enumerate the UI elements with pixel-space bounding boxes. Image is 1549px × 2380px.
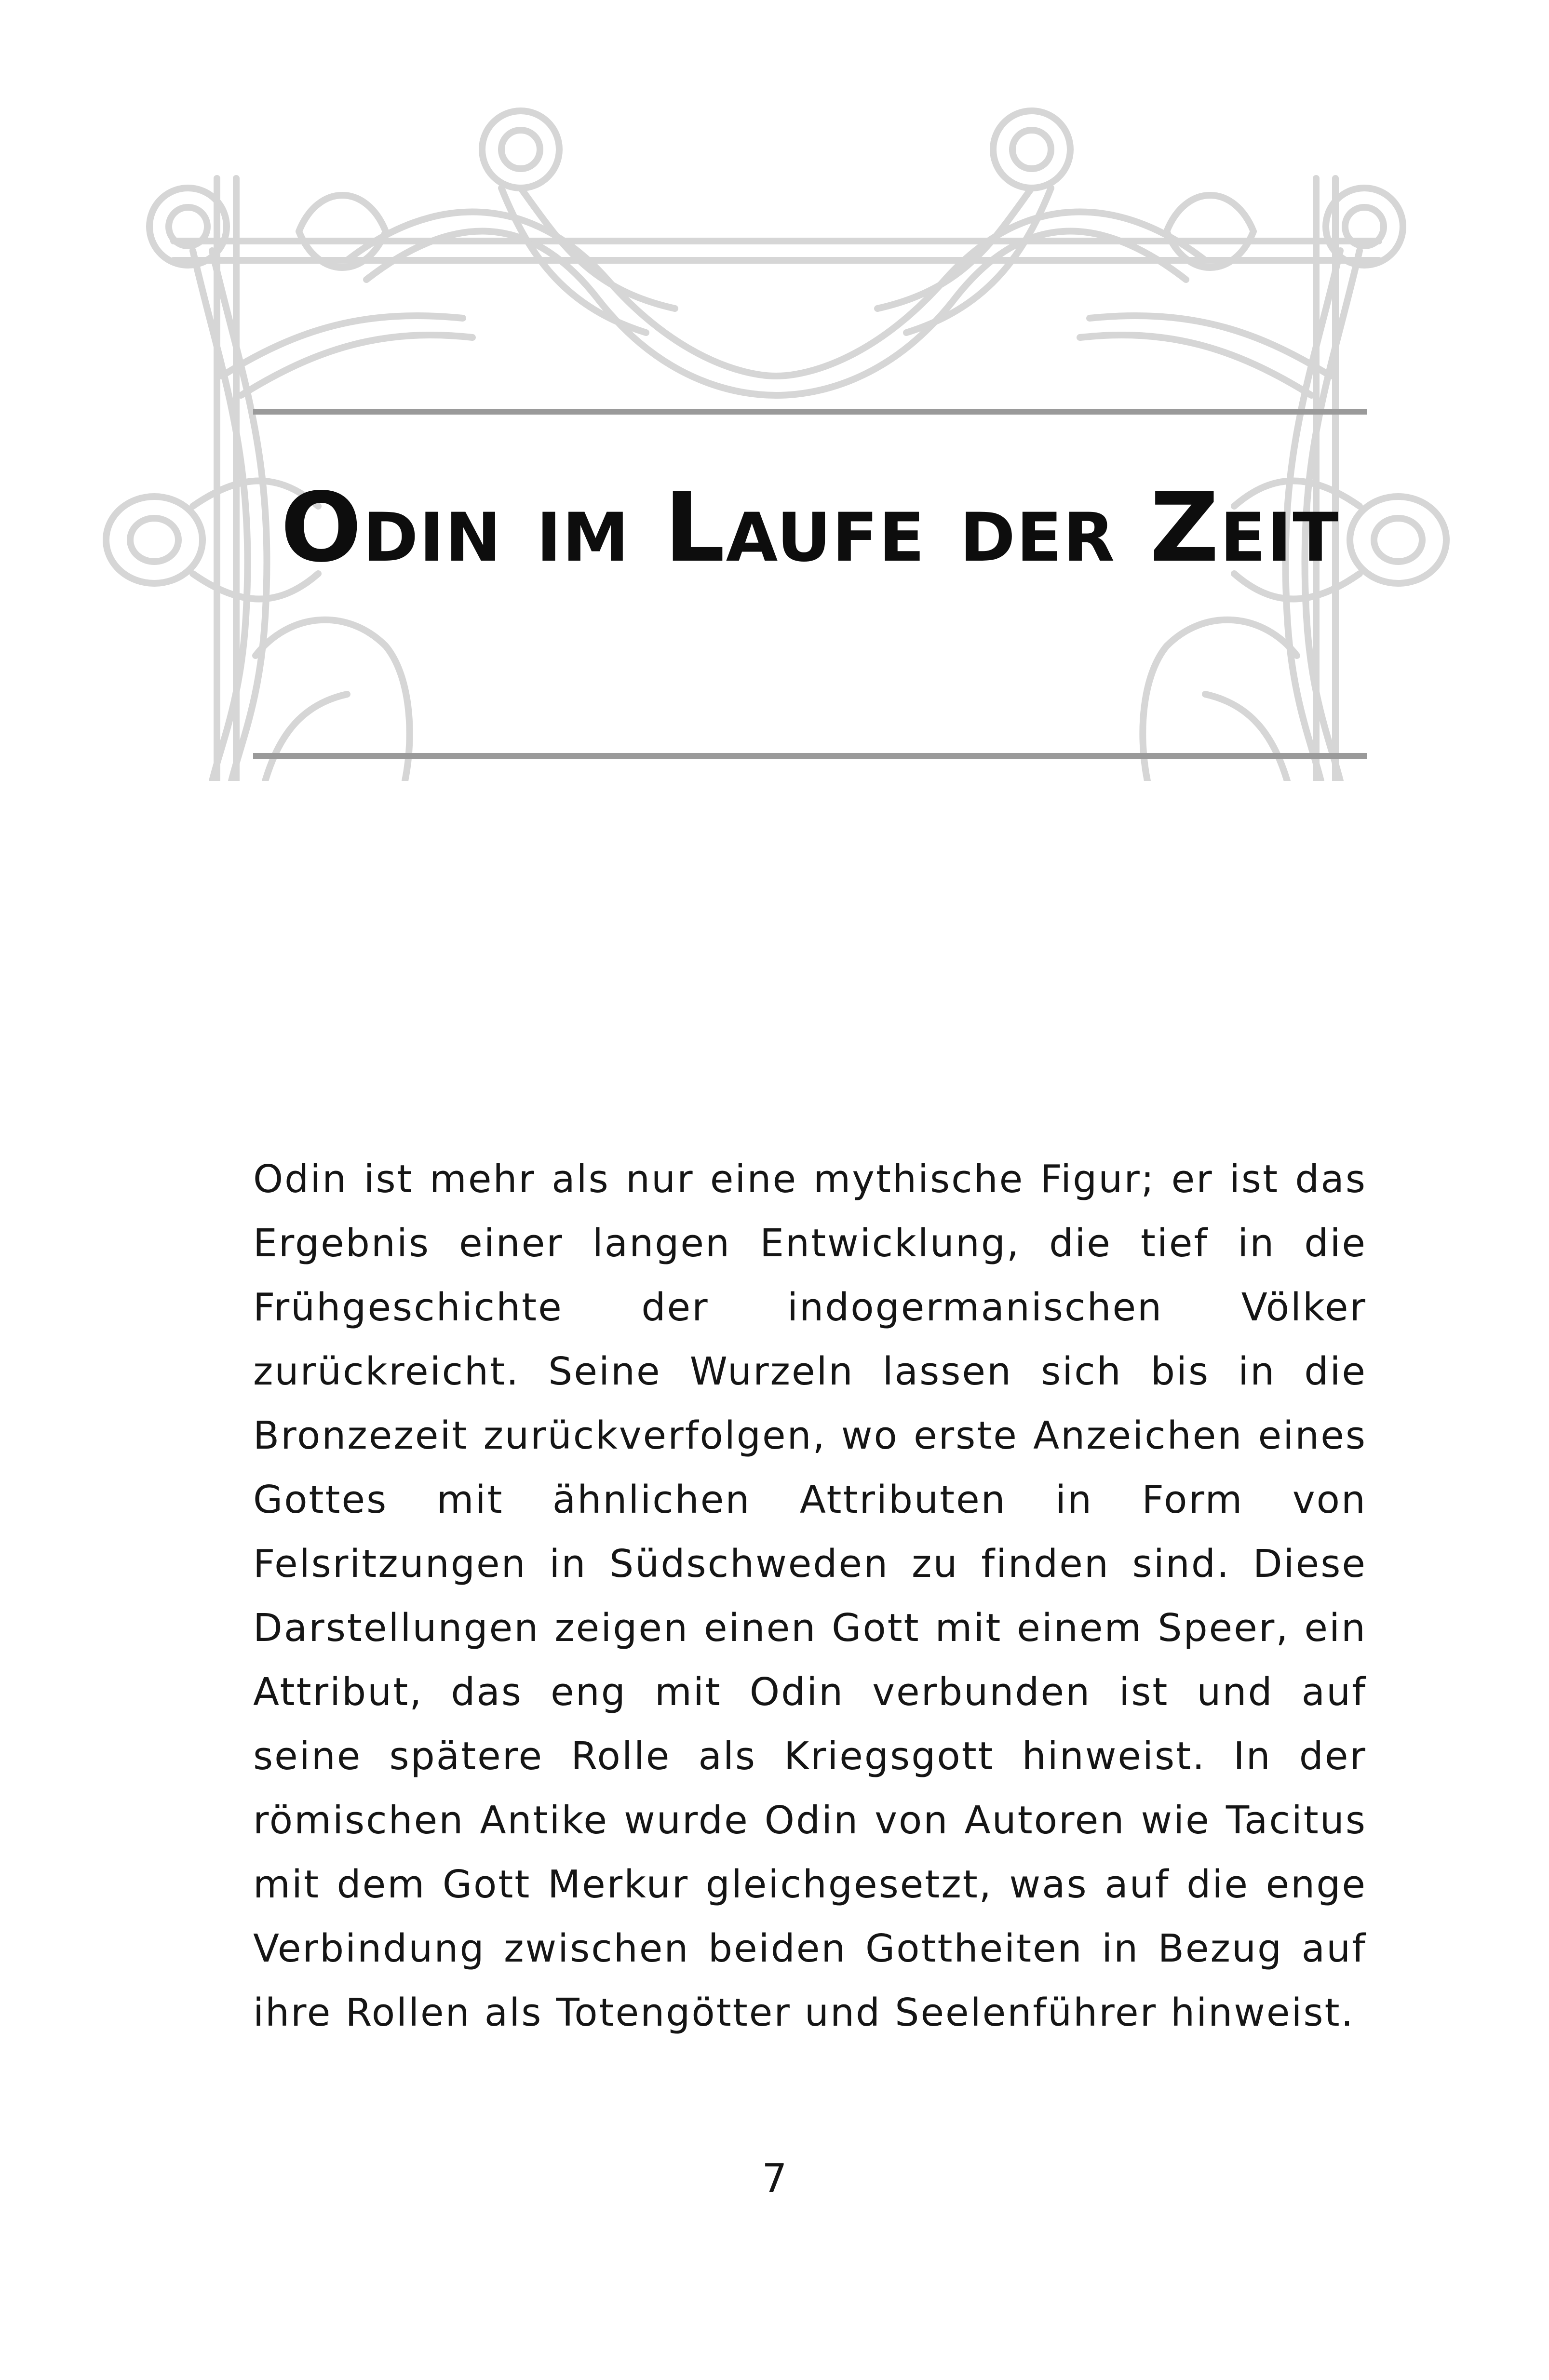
title-rule-bottom [253, 753, 1367, 759]
page-number: 7 [762, 2156, 787, 2202]
title-rule-top [253, 409, 1367, 415]
chapter-title: Odin im Laufe der Zeit [280, 472, 1340, 583]
body-paragraph: Odin ist mehr als nur eine mythische Figur; er ist das Ergebnis einer langen Entwicklung, die tief in die Frühgeschichte der indogermanischen Völker zurückreicht. Seine Wurzeln lassen sich bis in die Bronzezeit zurückverfolgen, wo erste Anzeichen eines Gottes mit ähnlichen Attributen in Form von Felsritzungen in Südschweden zu finden sind. Diese Darstellungen zeigen einen Gott mit einem Speer, ein Attribut, das eng mit Odin verbunden ist und auf seine spätere Rolle als Kriegsgott hinweist. In der römischen Antike wurde Odin von Autoren wie Tacitus mit dem Gott Merkur gleichgesetzt, was auf die enge Verbindung zwischen beiden Gottheiten in Bezug auf ihre Rollen als Totengötter und Seelenführer hinweist. [253, 1157, 1367, 2035]
celtic-knot-frame-icon [96, 106, 1456, 781]
